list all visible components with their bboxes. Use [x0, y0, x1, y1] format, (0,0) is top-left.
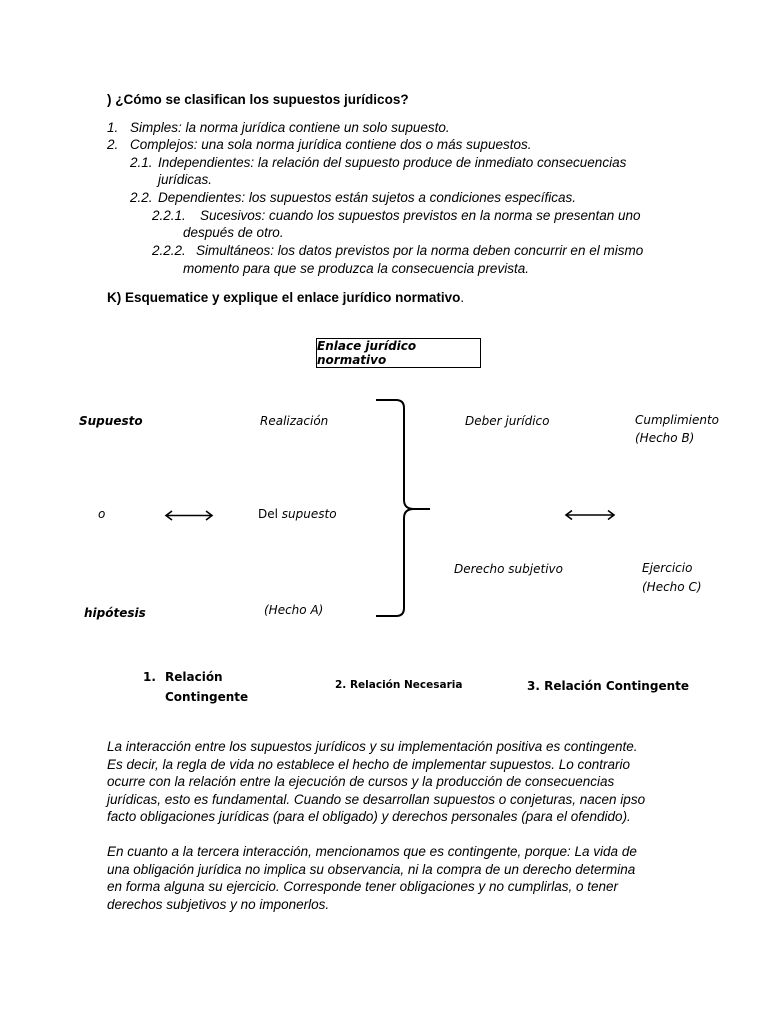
list-item-number: 2. [107, 137, 119, 152]
question-j-heading: ) ¿Cómo se clasifican los supuestos jurídicos? [107, 92, 409, 107]
relation-1-line1: Relación [165, 670, 223, 684]
list-item-2-2-1-continuation: después de otro. [183, 225, 284, 240]
list-item-text: Simultáneos: los datos previstos por la norma deben concurrir en el mismo [196, 243, 644, 258]
list-item-2-1-continuation: jurídicas. [158, 172, 213, 187]
list-item-number: 2.2.2. [152, 243, 186, 258]
label-realizacion: Realización [260, 414, 329, 428]
list-item-2-2-2-continuation: momento para que se produzca la consecuencia prevista. [183, 261, 529, 276]
relation-3: 3. Relación Contingente [527, 679, 689, 693]
relation-2: 2. Relación Necesaria [335, 679, 463, 691]
diagram-title: Enlace jurídico normativo [317, 339, 417, 367]
relation-1-line2: Contingente [165, 690, 249, 704]
label-o: o [98, 507, 106, 521]
label-cumplimiento: Cumplimiento [635, 413, 720, 427]
paragraph-line: Es decir, la regla de vida no establece el hecho de implementar supuestos. Lo contrario [107, 756, 631, 772]
list-item-text: Independientes: la relación del supuesto produce de inmediato consecuencias [158, 155, 627, 170]
question-k-heading-text: K) Esquematice y explique el enlace jurídico normativo [107, 290, 461, 305]
label-hecho-c: (Hecho C) [642, 580, 702, 594]
label-supuesto-inline: supuesto [281, 507, 337, 521]
question-k-heading-end: . [460, 290, 465, 305]
label-deber-juridico: Deber jurídico [465, 414, 550, 428]
paragraph-line: ocurre con la relación entre la ejecución de cursos y la producción de consecuencias [107, 774, 615, 790]
list-item-text: Complejos: una sola norma jurídica contiene dos o más supuestos. [130, 137, 532, 152]
right-double-arrow [566, 511, 614, 520]
paragraph-line: en forma alguna su ejercicio. Corresponde tener obligaciones y no cumplirlas, o tener [107, 879, 619, 895]
paragraph-line: En cuanto a la tercera interacción, mencionamos que es contingente, porque: La vida de [107, 844, 637, 859]
paragraph-line: facto obligaciones jurídicas (para el obligado) y derechos personales (para el ofendido). [107, 809, 631, 825]
label-ejercicio: Ejercicio [642, 561, 693, 575]
paragraph-2 [107, 843, 667, 913]
label-derecho-subjetivo: Derecho subjetivo [454, 562, 563, 576]
label-del: Del [258, 507, 282, 521]
label-hecho-b: (Hecho B) [635, 431, 695, 445]
paragraph-line: La interacción entre los supuestos jurídicos y su implementación positiva es contingente. [107, 739, 638, 754]
list-item-number: 2.1. [130, 155, 153, 170]
label-hipotesis: hipótesis [84, 606, 146, 620]
list-item-text: Sucesivos: cuando los supuestos previstos en la norma se presentan uno [200, 208, 641, 223]
list-item-text: Dependientes: los supuestos están sujetos a condiciones específicas. [158, 190, 577, 205]
paragraph-line: una obligación jurídica no implica su observancia, ni la compra de un derecho determina [107, 861, 636, 877]
list-item-number: 2.2. [130, 190, 153, 205]
left-double-arrow [166, 511, 212, 520]
list-item-number: 2.2.1. [152, 208, 186, 223]
label-supuesto: Supuesto [79, 414, 143, 428]
label-hecho-a: (Hecho A) [264, 603, 324, 617]
relation-1-number: 1. [143, 670, 156, 684]
list-item-number: 1. [107, 120, 119, 135]
curly-brace-icon [376, 400, 430, 616]
paragraph-1 [107, 738, 667, 826]
paragraph-line: jurídicas, esto es fundamental. Cuando se desarrollan supuestos o conjeturas, nacen ipso [107, 791, 646, 807]
list-item-text: Simples: la norma jurídica contiene un solo supuesto. [130, 120, 450, 135]
paragraph-line: derechos subjetivos y no imponerlos. [107, 896, 330, 912]
